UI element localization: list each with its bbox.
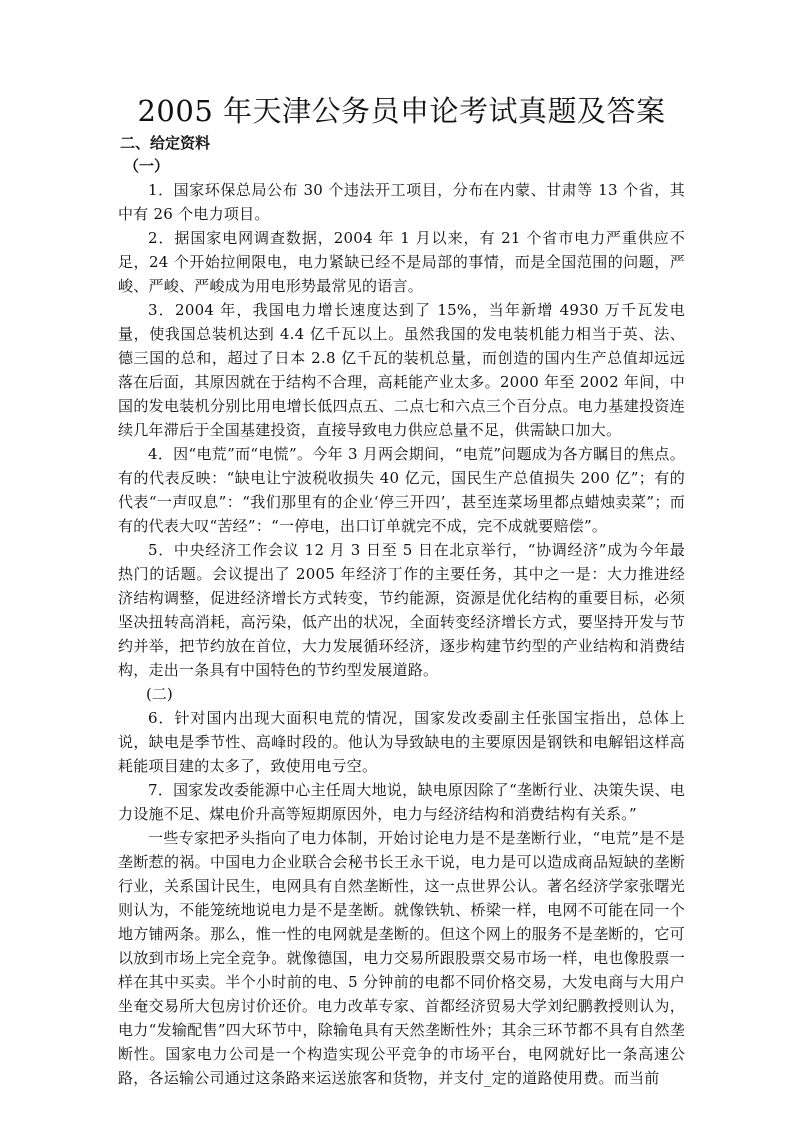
section-heading: 二、给定资料: [120, 134, 211, 152]
document-title: 2005 年天津公务员申论考试真题及答案: [137, 94, 666, 128]
paragraph-1: 1．国家环保总局公布 30 个违法开工项目，分布在内蒙、甘肃等 13 个省，其中有 26 个电力项目。: [118, 181, 685, 223]
part-one-heading: （一）: [124, 157, 170, 175]
paragraph-5: 5．中央经济工作会议 12 月 3 日至 5 日在北京举行，“协调经济”成为今年最热门的话题。会议提出了 2005 年经济丁作的主要任务，其中之一是：大力推进经济结构调整，促进经济增长方式转变，节约能源，资源是优化结构的重要目标，必须坚决扭转高消耗，高污染，低产出的状况，全面转变经济增长方式，要坚持开发与节约并举，把节约放在首位，大力发展循环经济，逐步构建节约型的产业结构和消费结构，走出一条具有中国特色的节约型发展道路。: [118, 541, 685, 679]
paragraph-6: 6．针对国内出现大面积电荒的情况，国家发改委副主任张国宝指出，总体上说，缺电是季节性、高峰时段的。他认为导致缺电的主要原因是钢铁和电解铝这样高耗能项目建的太多了，致使用电亏空。: [118, 709, 685, 775]
paragraph-2: 2．据国家电网调查数据，2004 年 1 月以来，有 21 个省市电力严重供应不足，24 个开始拉闸限电，电力紧缺已经不是局部的事情，而是全国范围的问题，严峻、严峻、严峻成为用电形势最常见的语言。: [118, 229, 685, 295]
paragraph-4: 4．因“电荒”而“电慌”。今年 3 月两会期间，“电荒”问题成为各方瞩目的焦点。有的代表反映：“缺电让宁波税收损失 40 亿元，国民生产总值损失 200 亿”；有的代表“一声叹息”：“我们那里有的企业‘停三开四’，甚至连菜场里都点蜡烛卖菜”；而有的代表大叹“苦经”：“一停电，出口订单就完不成，完不成就要赔偿”。: [118, 445, 685, 535]
paragraph-3: 3．2004 年，我国电力增长速度达到了 15%，当年新增 4930 万千瓦发电量，使我国总装机达到 4.4 亿千瓦以上。虽然我国的发电装机能力相当于英、法、德三国的总和，超过了日本 2.8 亿千瓦的装机总量，而创造的国内生产总值却远远落在后面，其原因就在于结构不合理，高耗能产业太多。2000 年至 2002 年间，中国的发电装机分别比用电增长低四点五、二点七和六点三个百分点。电力基建投资连续几年滞后于全国基建投资，直接导致电力供应总量不足，供需缺口加大。: [118, 301, 685, 439]
paragraph-7: 7．国家发改委能源中心主任周大地说，缺电原因除了“垄断行业、决策失误、电力设施不足、煤电价升高等短期原因外，电力与经济结构和消费结构有关系。”: [118, 781, 685, 823]
part-two-heading: (二): [146, 685, 173, 703]
paragraph-experts: 一些专家把矛头指向了电力体制，开始讨论电力是不是垄断行业，“电荒”是不是垄断惹的祸。中国电力企业联合会秘书长王永干说，电力是可以造成商品短缺的垄断行业，关系国计民生，电网具有自然垄断性，这一点世界公认。著名经济学家张曙光则认为，不能笼统地说电力是不是垄断。就像铁轨、桥梁一样，电网不可能在同一个地方铺两条。那么，惟一性的电网就是垄断的。但这个网上的服务不是垄断的，它可以放到市场上完全竞争。就像德国，电力交易所跟股票交易市场一样，电也像股票一样在其中买卖。半个小时前的电、5 分钟前的电都不同价格交易，大发电商与大用户坐奄交易所大包房讨价还价。电力改革专家、首都经济贸易大学刘纪鹏教授则认为，电力“发输配售”四大环节中，除输龟具有天然垄断性外；其余三环节都不具有自然垄断性。国家电力公司是一个构造实现公平竞争的市场平台，电网就好比一条高速公路，各运输公司通过这条路来运送旅客和货物，并支付_定的道路使用费。而当前: [118, 829, 685, 1087]
